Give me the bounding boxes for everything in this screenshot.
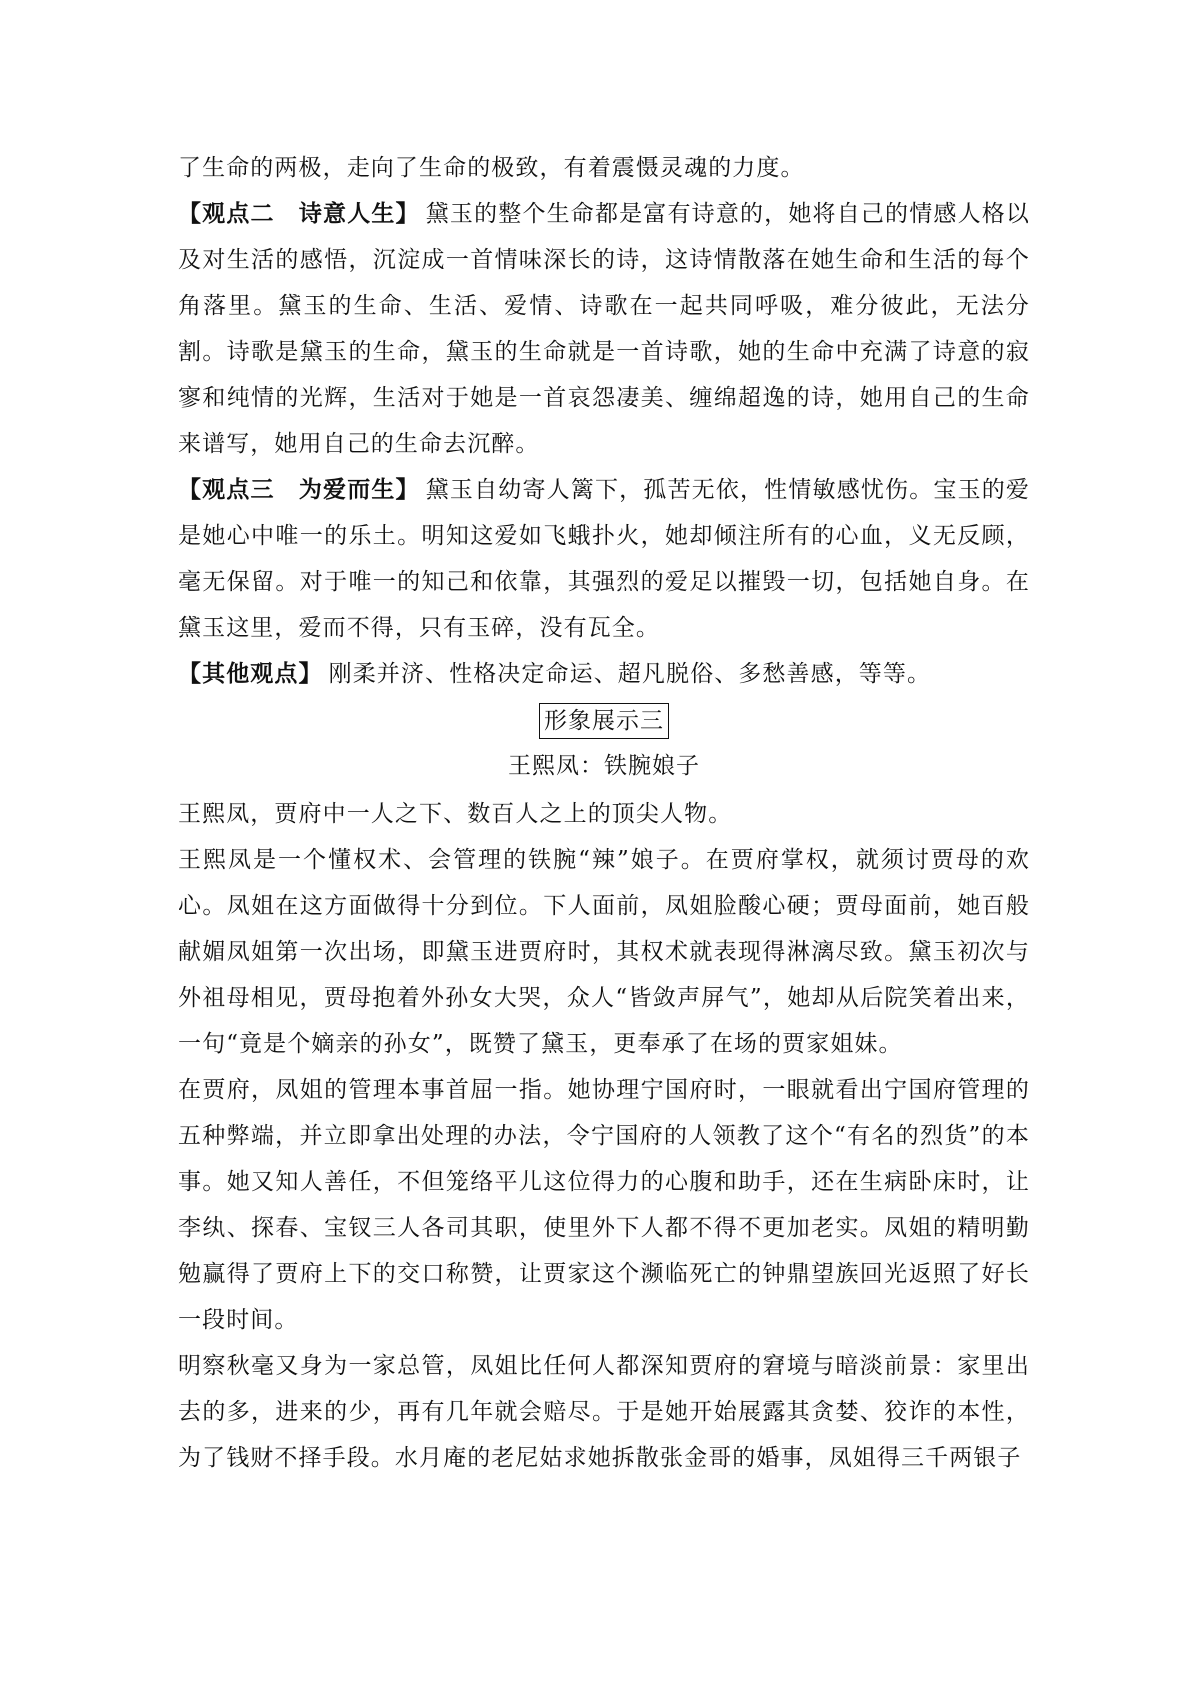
viewpoint-other	[178, 651, 1030, 697]
section-title-wrapper	[178, 703, 1030, 739]
viewpoint-label: 【观点三 为爱而生】	[178, 477, 420, 503]
viewpoint-text: 黛玉自幼寄人篱下，孤苦无依，性情敏感忧伤。宝玉的爱是她心中唯一的乐土。明知这爱如飞蛾扑火，她却倾注所有的心血，义无反顾，毫无保留。对于唯一的知己和依靠，其强烈的爱足以摧毁一切，包括她自身。在黛玉这里，爱而不得，只有玉碎，没有瓦全。	[178, 477, 1031, 641]
viewpoint-label: 【观点二 诗意人生】	[178, 201, 420, 227]
section-boxed-title: 形象展示三	[539, 703, 669, 739]
viewpoint-text: 刚柔并济、性格决定命运、超凡脱俗、多愁善感，等等。	[328, 661, 932, 687]
viewpoint-born-for-love	[178, 467, 1030, 651]
body-paragraph: 王熙凤，贾府中一人之下、数百人之上的顶尖人物。	[178, 801, 733, 827]
body-paragraph: 明察秋毫又身为一家总管，凤姐比任何人都深知贾府的窘境与暗淡前景：家里出去的多，进来的少，再有几年就会赔尽。于是她开始展露其贪婪、狡诈的本性，为了钱财不择手段。水月庵的老尼姑求她拆散张金哥的婚事，凤姐得三千两银子	[178, 1353, 1030, 1471]
intro-continuation: 了生命的两极，走向了生命的极致，有着震慑灵魂的力度。	[178, 155, 805, 181]
body-paragraph: 王熙凤是一个懂权术、会管理的铁腕“辣”娘子。在贾府掌权，就须讨贾母的欢心。凤姐在这方面做得十分到位。下人面前，凤姐脸酸心硬；贾母面前，她百般献媚凤姐第一次出场，即黛玉进贾府时，其权术就表现得淋漓尽致。黛玉初次与外祖母相见，贾母抱着外孙女大哭，众人“皆敛声屏气”，她却从后院笑着出来，一句“竟是个嫡亲的孙女”，既赞了黛玉，更奉承了在场的贾家姐妹。	[178, 847, 1030, 1057]
viewpoint-poetic-life	[178, 191, 1030, 467]
body-paragraph: 在贾府，凤姐的管理本事首屈一指。她协理宁国府时，一眼就看出宁国府管理的五种弊端，并立即拿出处理的办法，令宁国府的人领教了这个“有名的烈货”的本事。她又知人善任，不但笼络平儿这位得力的心腹和助手，还在生病卧床时，让李纨、探春、宝钗三人各司其职，使里外下人都不得不更加老实。凤姐的精明勤勉赢得了贾府上下的交口称赞，让贾家这个濒临死亡的钟鼎望族回光返照了好长一段时间。	[178, 1077, 1030, 1333]
viewpoint-label: 【其他观点】	[178, 661, 323, 687]
section-subtitle: 王熙凤：铁腕娘子	[508, 753, 700, 779]
viewpoint-text: 黛玉的整个生命都是富有诗意的，她将自己的情感人格以及对生活的感悟，沉淀成一首情味深长的诗，这诗情散落在她生命和生活的每个角落里。黛玉的生命、生活、爱情、诗歌在一起共同呼吸，难分彼此，无法分割。诗歌是黛玉的生命，黛玉的生命就是一首诗歌，她的生命中充满了诗意的寂寥和纯情的光辉，生活对于她是一首哀怨凄美、缠绵超逸的诗，她用自己的生命来谱写，她用自己的生命去沉醉。	[178, 201, 1031, 457]
